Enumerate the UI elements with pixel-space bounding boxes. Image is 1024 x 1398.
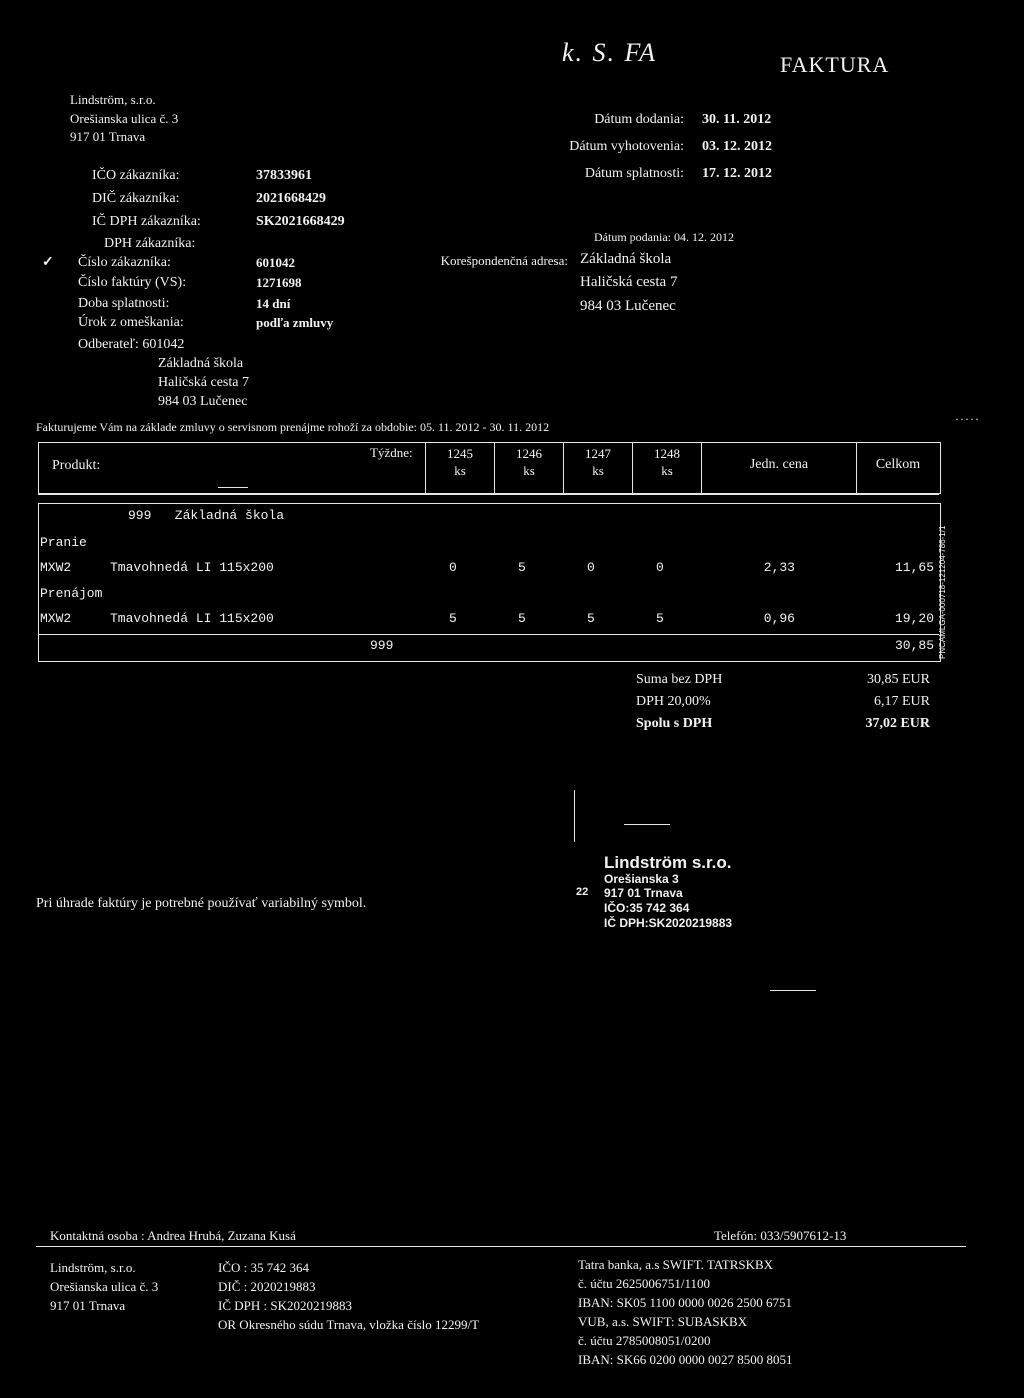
invoice-number-label: Číslo faktúry (VS): — [78, 275, 187, 290]
footer-registration: IČO : 35 742 364 DIČ : 2020219883 IČ DPH : SK2020219883 OR Okresného súdu Trnava, vložka číslo 12299/T — [218, 1260, 480, 1332]
correspondence-label: Korešpondenčná adresa: — [440, 253, 568, 268]
dotted-mark: ····· — [955, 412, 980, 426]
contact-person: Kontaktná osoba : Andrea Hrubá, Zuzana Kusá — [50, 1228, 296, 1243]
customer-dic-value: 2021668429 — [256, 191, 326, 206]
delivery-date-label: Dátum dodania: — [594, 112, 684, 127]
subtotal-code: 999 — [370, 638, 394, 653]
stamp-street: Orešianska 3 — [604, 872, 679, 886]
delivery-date-value: 30. 11. 2012 — [702, 112, 772, 127]
gross-total-value: 37,02 EUR — [865, 716, 930, 731]
issue-date-value: 03. 12. 2012 — [702, 139, 772, 154]
side-code: PNCAMLGA-000718-121204-786-1/1 — [938, 525, 947, 659]
item-code: MXW2 — [40, 611, 72, 626]
signature-dash — [624, 824, 670, 825]
subtotal-separator — [38, 634, 939, 635]
check-mark-icon: ✓ — [42, 255, 54, 270]
billing-note: Fakturujeme Vám na základe zmluvy o servisnom prenájme rohoží za obdobie: 05. 11. 2012 - 30. 11. 2012 — [36, 420, 550, 434]
qty-week-1245: 0 — [449, 560, 457, 575]
supplier-city: 917 01 Trnava — [70, 129, 146, 144]
supplier-street: Orešianska ulica č. 3 — [70, 111, 179, 126]
customer-dph-label: DPH zákazníka: — [104, 236, 196, 251]
stamp-number: 22 — [576, 886, 589, 898]
handwritten-note: k. S. FA — [562, 38, 657, 67]
qty-week-1245: 5 — [449, 611, 457, 626]
weeks-header: Týždne: — [370, 445, 413, 460]
customer-icdph-label: IČ DPH zákazníka: — [92, 214, 201, 229]
week-1247-header: 1247 ks — [585, 446, 611, 478]
footer-banking: Tatra banka, a.s SWIFT. TATRSKBX č. účtu 2625006751/1100 IBAN: SK05 1100 0000 0026 2500 6751 VUB, a.s. SWIFT: SUBASKBX č. účtu 2785008051/0200 IBAN: SK66 0200 0000 0027 8500 8051 — [578, 1257, 793, 1367]
late-interest-value: podľa zmluvy — [256, 315, 334, 330]
week-1248-header: 1248 ks — [654, 446, 680, 478]
invoice-number-value: 1271698 — [256, 275, 302, 290]
vat-label: DPH 20,00% — [636, 694, 711, 709]
net-sum-label: Suma bez DPH — [636, 672, 723, 687]
qty-week-1247: 0 — [587, 560, 595, 575]
contact-phone: Telefón: 033/5907612-13 — [714, 1228, 847, 1243]
table-separator — [38, 494, 939, 495]
line-total: 11,65 — [894, 560, 934, 575]
stamp-city: 917 01 Trnava — [604, 886, 683, 900]
customer-ico-value: 37833961 — [256, 168, 312, 183]
week-1245-header: 1245 ks — [447, 446, 473, 478]
qty-week-1247: 5 — [587, 611, 595, 626]
header-dash — [218, 487, 248, 488]
product-header: Produkt: — [52, 458, 101, 473]
buyer-name: Základná škola — [158, 356, 244, 371]
unit-price: 2,33 — [763, 560, 795, 575]
buyer-street: Haličská cesta 7 — [158, 375, 249, 390]
customer-ico-label: IČO zákazníka: — [92, 168, 180, 183]
qty-week-1248: 0 — [656, 560, 664, 575]
issue-date-label: Dátum vyhotovenia: — [569, 139, 684, 154]
buyer-label: Odberateľ: 601042 — [78, 337, 185, 352]
unit-price-header: Jedn. cena — [749, 457, 809, 472]
customer-line: 999 Základná škola — [128, 508, 285, 523]
late-interest-label: Úrok z omeškania: — [78, 315, 184, 330]
customer-number-value: 601042 — [256, 255, 295, 270]
total-header: Celkom — [875, 457, 921, 472]
week-1246-header: 1246 ks — [516, 446, 542, 478]
customer-dic-label: DIČ zákazníka: — [92, 191, 180, 206]
signature-mark — [574, 790, 575, 842]
qty-week-1246: 5 — [518, 611, 526, 626]
gross-total-label: Spolu s DPH — [636, 716, 713, 731]
stamp-icdph: IČ DPH:SK2020219883 — [604, 916, 733, 930]
customer-number-label: Číslo zákazníka: — [78, 255, 171, 270]
correspondence-city: 984 03 Lučenec — [580, 298, 676, 314]
item-description: Tmavohnedá LI 115x200 — [110, 560, 274, 575]
due-date-value: 17. 12. 2012 — [702, 166, 772, 181]
stamp-ico: IČO:35 742 364 — [604, 901, 690, 915]
line-total: 19,20 — [894, 611, 934, 626]
payment-term-value: 14 dní — [256, 296, 291, 311]
section-rental: Prenájom — [40, 586, 103, 601]
payment-term-label: Doba splatnosti: — [78, 296, 170, 311]
correspondence-name: Základná škola — [580, 251, 672, 267]
footer-rule — [36, 1246, 966, 1247]
due-date-label: Dátum splatnosti: — [584, 166, 684, 181]
items-table — [38, 503, 941, 662]
section-washing: Pranie — [40, 535, 87, 550]
correspondence-street: Haličská cesta 7 — [580, 274, 678, 290]
subtotal-value: 30,85 — [894, 638, 934, 653]
decorative-dash — [770, 990, 816, 991]
item-description: Tmavohnedá LI 115x200 — [110, 611, 274, 626]
item-code: MXW2 — [40, 560, 72, 575]
vat-value: 6,17 EUR — [874, 694, 930, 709]
supplier-name: Lindström, s.r.o. — [70, 92, 156, 107]
stamp-company-name: Lindström s.r.o. — [604, 853, 732, 872]
net-sum-value: 30,85 EUR — [867, 672, 930, 687]
qty-week-1246: 5 — [518, 560, 526, 575]
customer-icdph-value: SK2021668429 — [256, 214, 345, 229]
filed-date: Dátum podania: 04. 12. 2012 — [594, 230, 734, 244]
unit-price: 0,96 — [763, 611, 795, 626]
qty-week-1248: 5 — [656, 611, 664, 626]
footer-company: Lindström, s.r.o. Orešianska ulica č. 3 917 01 Trnava — [50, 1260, 159, 1313]
document-title: FAKTURA — [780, 52, 890, 77]
buyer-city: 984 03 Lučenec — [158, 394, 248, 409]
payment-note: Pri úhrade faktúry je potrebné používať variabilný symbol. — [36, 896, 367, 911]
